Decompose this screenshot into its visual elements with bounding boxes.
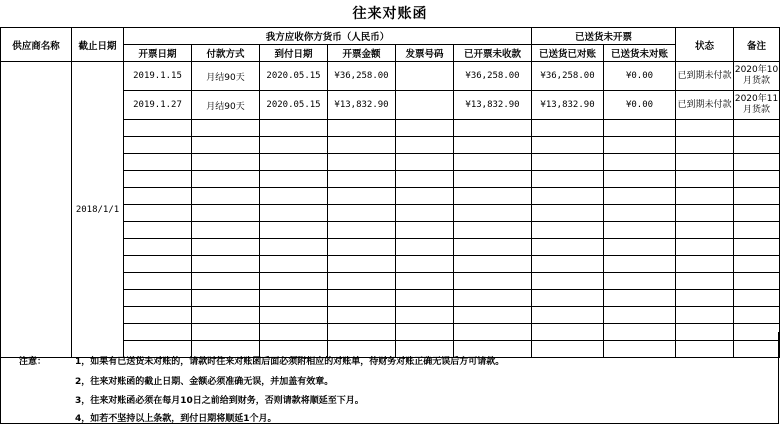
- header-our-payable-group: 我方应收你方货币（人民币）: [124, 28, 532, 45]
- cutoff-date-cell: 2018/1/1: [72, 62, 124, 358]
- header-due-date: 到付日期: [260, 45, 328, 62]
- header-invoice-amount: 开票金额: [328, 45, 396, 62]
- note-line: 1，如果有已送货未对账的，请款时往来对账函后面必须附相应的对账单，待财务对账正确无误后方可请款。: [75, 357, 505, 367]
- due-date-cell: 2020.05.15: [260, 91, 328, 120]
- shipped-unreconciled-cell: ¥0.00: [604, 62, 676, 91]
- shipped-reconciled-cell: ¥36,258.00: [532, 62, 604, 91]
- notes-section: [0, 332, 779, 424]
- header-invoice-number: 发票号码: [396, 45, 454, 62]
- header-supplier-name: 供应商名称: [1, 28, 72, 62]
- note-line: 3，往来对账函必须在每月10日之前给到财务，否则请款将顺延至下月。: [75, 396, 364, 406]
- invoice-number-cell: [396, 91, 454, 120]
- notes-label: 注意：: [19, 357, 47, 367]
- table-row: [1, 62, 780, 91]
- header-shipped-reconciled: 已送货已对账: [532, 45, 604, 62]
- status-cell: 已到期未付款: [676, 62, 734, 91]
- header-remarks: 备注: [734, 28, 780, 62]
- header-cutoff-date: 截止日期: [72, 28, 124, 62]
- page-title: 往来对账函: [352, 6, 428, 22]
- header-status: 状态: [676, 28, 734, 62]
- invoiced-unpaid-cell: ¥36,258.00: [454, 62, 532, 91]
- header-payment-method: 付款方式: [192, 45, 260, 62]
- status-cell: 已到期未付款: [676, 91, 734, 120]
- shipped-reconciled-cell: ¥13,832.90: [532, 91, 604, 120]
- supplier-name-cell: [1, 62, 72, 358]
- invoiced-unpaid-cell: ¥13,832.90: [454, 91, 532, 120]
- invoice-amount-cell: ¥36,258.00: [328, 62, 396, 91]
- header-invoiced-unpaid: 已开票未收款: [454, 45, 532, 62]
- due-date-cell: 2020.05.15: [260, 62, 328, 91]
- invoice-number-cell: [396, 62, 454, 91]
- remark-cell: 2020年11月货款: [734, 91, 780, 120]
- invoice-date-cell: 2019.1.27: [124, 91, 192, 120]
- payment-method-cell: 月结90天: [192, 62, 260, 91]
- shipped-unreconciled-cell: ¥0.00: [604, 91, 676, 120]
- note-line: 4，如若不坚持以上条款，到付日期将顺延1个月。: [75, 414, 277, 424]
- header-invoice-date: 开票日期: [124, 45, 192, 62]
- header-shipped-unreconciled: 已送货未对账: [604, 45, 676, 62]
- invoice-amount-cell: ¥13,832.90: [328, 91, 396, 120]
- reconciliation-table: [0, 27, 780, 358]
- remark-cell: 2020年10月货款: [734, 62, 780, 91]
- note-line: 2，往来对账函的截止日期、金额必须准确无误，并加盖有效章。: [75, 377, 334, 387]
- payment-method-cell: 月结90天: [192, 91, 260, 120]
- invoice-date-cell: 2019.1.15: [124, 62, 192, 91]
- header-shipped-uninvoiced-group: 已送货未开票: [532, 28, 676, 45]
